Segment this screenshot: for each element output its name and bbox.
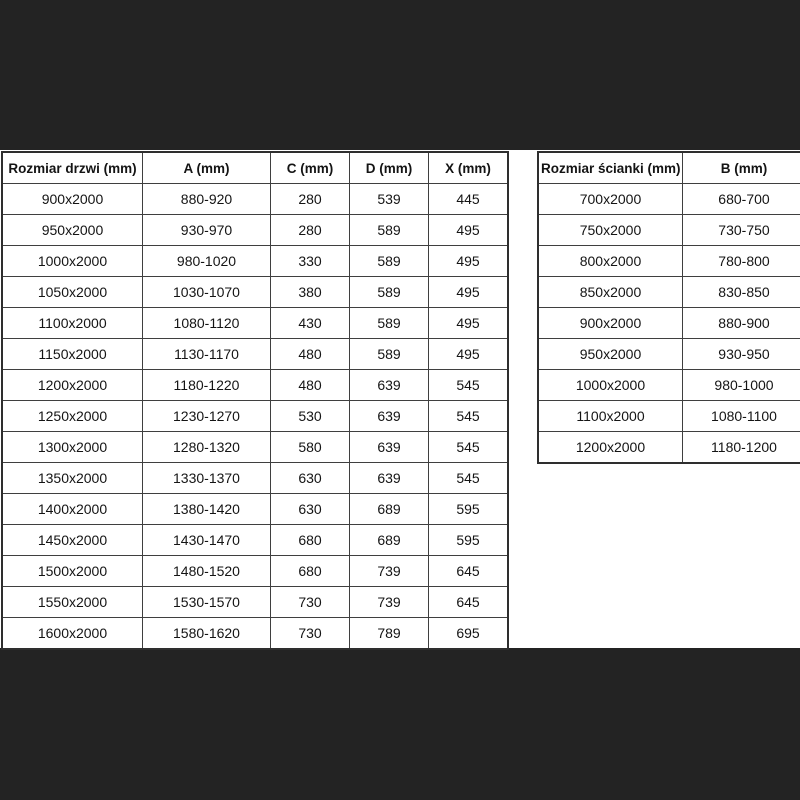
table-cell: 680 bbox=[271, 556, 350, 587]
table-cell: 645 bbox=[429, 587, 509, 618]
door-size-table bbox=[1, 151, 509, 650]
wall-size-table bbox=[537, 151, 800, 464]
column-header: D (mm) bbox=[350, 152, 429, 184]
table-cell: 980-1020 bbox=[143, 246, 271, 277]
table-cell: 589 bbox=[350, 339, 429, 370]
table-row bbox=[538, 184, 800, 215]
table-row bbox=[2, 339, 508, 370]
table-cell: 730 bbox=[271, 618, 350, 650]
table-row bbox=[2, 525, 508, 556]
table-cell: 1550x2000 bbox=[2, 587, 143, 618]
table-cell: 280 bbox=[271, 184, 350, 215]
table-cell: 1000x2000 bbox=[2, 246, 143, 277]
table-cell: 780-800 bbox=[683, 246, 800, 277]
table-cell: 1100x2000 bbox=[2, 308, 143, 339]
table-cell: 495 bbox=[429, 246, 509, 277]
table-cell: 689 bbox=[350, 525, 429, 556]
table-cell: 639 bbox=[350, 401, 429, 432]
table-cell: 800x2000 bbox=[538, 246, 683, 277]
table-cell: 1180-1220 bbox=[143, 370, 271, 401]
table-cell: 1080-1100 bbox=[683, 401, 800, 432]
table-row bbox=[2, 463, 508, 494]
table-cell: 980-1000 bbox=[683, 370, 800, 401]
table-cell: 1230-1270 bbox=[143, 401, 271, 432]
column-header: C (mm) bbox=[271, 152, 350, 184]
table-cell: 495 bbox=[429, 215, 509, 246]
table-cell: 1300x2000 bbox=[2, 432, 143, 463]
table-cell: 639 bbox=[350, 432, 429, 463]
table-cell: 950x2000 bbox=[538, 339, 683, 370]
table-cell: 750x2000 bbox=[538, 215, 683, 246]
table-row bbox=[2, 494, 508, 525]
content-panel bbox=[0, 150, 800, 648]
table-cell: 1580-1620 bbox=[143, 618, 271, 650]
table-cell: 445 bbox=[429, 184, 509, 215]
table-cell: 580 bbox=[271, 432, 350, 463]
table-cell: 330 bbox=[271, 246, 350, 277]
table-cell: 789 bbox=[350, 618, 429, 650]
table-cell: 695 bbox=[429, 618, 509, 650]
table-cell: 1100x2000 bbox=[538, 401, 683, 432]
table-row bbox=[538, 370, 800, 401]
wall-size-table-body bbox=[538, 184, 800, 464]
table-cell: 1500x2000 bbox=[2, 556, 143, 587]
table-cell: 639 bbox=[350, 463, 429, 494]
table-cell: 380 bbox=[271, 277, 350, 308]
table-row bbox=[538, 432, 800, 464]
column-header: Rozmiar drzwi (mm) bbox=[2, 152, 143, 184]
table-cell: 539 bbox=[350, 184, 429, 215]
table-cell: 480 bbox=[271, 370, 350, 401]
table-row bbox=[2, 215, 508, 246]
table-row bbox=[2, 587, 508, 618]
table-cell: 930-970 bbox=[143, 215, 271, 246]
table-cell: 1000x2000 bbox=[538, 370, 683, 401]
table-cell: 495 bbox=[429, 277, 509, 308]
table-cell: 589 bbox=[350, 308, 429, 339]
door-size-table-body bbox=[2, 184, 508, 650]
table-row bbox=[538, 277, 800, 308]
table-cell: 680 bbox=[271, 525, 350, 556]
table-row bbox=[538, 339, 800, 370]
table-cell: 1480-1520 bbox=[143, 556, 271, 587]
table-cell: 595 bbox=[429, 525, 509, 556]
table-row bbox=[538, 246, 800, 277]
table-cell: 1130-1170 bbox=[143, 339, 271, 370]
header-row bbox=[538, 152, 800, 184]
door-size-table-header bbox=[2, 152, 508, 184]
table-cell: 1030-1070 bbox=[143, 277, 271, 308]
column-header: A (mm) bbox=[143, 152, 271, 184]
table-cell: 1200x2000 bbox=[2, 370, 143, 401]
table-cell: 1430-1470 bbox=[143, 525, 271, 556]
table-cell: 1350x2000 bbox=[2, 463, 143, 494]
table-cell: 639 bbox=[350, 370, 429, 401]
table-cell: 630 bbox=[271, 494, 350, 525]
table-cell: 730 bbox=[271, 587, 350, 618]
table-cell: 900x2000 bbox=[538, 308, 683, 339]
table-cell: 545 bbox=[429, 370, 509, 401]
table-cell: 689 bbox=[350, 494, 429, 525]
table-row bbox=[538, 308, 800, 339]
table-row bbox=[2, 184, 508, 215]
table-cell: 739 bbox=[350, 556, 429, 587]
table-cell: 1530-1570 bbox=[143, 587, 271, 618]
table-cell: 1330-1370 bbox=[143, 463, 271, 494]
table-cell: 1080-1120 bbox=[143, 308, 271, 339]
table-row bbox=[538, 215, 800, 246]
table-cell: 1400x2000 bbox=[2, 494, 143, 525]
table-cell: 545 bbox=[429, 463, 509, 494]
table-cell: 589 bbox=[350, 215, 429, 246]
table-cell: 1200x2000 bbox=[538, 432, 683, 464]
table-cell: 1280-1320 bbox=[143, 432, 271, 463]
table-cell: 589 bbox=[350, 246, 429, 277]
table-cell: 1150x2000 bbox=[2, 339, 143, 370]
table-cell: 495 bbox=[429, 308, 509, 339]
table-row bbox=[2, 370, 508, 401]
table-row bbox=[2, 246, 508, 277]
table-cell: 1600x2000 bbox=[2, 618, 143, 650]
table-cell: 1380-1420 bbox=[143, 494, 271, 525]
table-cell: 1180-1200 bbox=[683, 432, 800, 464]
table-cell: 595 bbox=[429, 494, 509, 525]
column-header: X (mm) bbox=[429, 152, 509, 184]
table-cell: 545 bbox=[429, 432, 509, 463]
table-row bbox=[2, 277, 508, 308]
table-row bbox=[2, 401, 508, 432]
table-cell: 495 bbox=[429, 339, 509, 370]
table-cell: 850x2000 bbox=[538, 277, 683, 308]
table-cell: 700x2000 bbox=[538, 184, 683, 215]
table-cell: 739 bbox=[350, 587, 429, 618]
table-row bbox=[2, 618, 508, 650]
table-cell: 630 bbox=[271, 463, 350, 494]
table-cell: 280 bbox=[271, 215, 350, 246]
table-cell: 430 bbox=[271, 308, 350, 339]
table-cell: 589 bbox=[350, 277, 429, 308]
table-cell: 1050x2000 bbox=[2, 277, 143, 308]
table-cell: 1250x2000 bbox=[2, 401, 143, 432]
column-header: Rozmiar ścianki (mm) bbox=[538, 152, 683, 184]
table-cell: 645 bbox=[429, 556, 509, 587]
table-cell: 880-920 bbox=[143, 184, 271, 215]
table-cell: 950x2000 bbox=[2, 215, 143, 246]
table-row bbox=[2, 308, 508, 339]
table-cell: 1450x2000 bbox=[2, 525, 143, 556]
table-cell: 830-850 bbox=[683, 277, 800, 308]
table-cell: 900x2000 bbox=[2, 184, 143, 215]
table-cell: 480 bbox=[271, 339, 350, 370]
header-row bbox=[2, 152, 508, 184]
column-header: B (mm) bbox=[683, 152, 800, 184]
wall-size-table-header bbox=[538, 152, 800, 184]
table-cell: 880-900 bbox=[683, 308, 800, 339]
table-cell: 680-700 bbox=[683, 184, 800, 215]
table-cell: 530 bbox=[271, 401, 350, 432]
table-row bbox=[2, 432, 508, 463]
table-cell: 930-950 bbox=[683, 339, 800, 370]
table-row bbox=[2, 556, 508, 587]
table-row bbox=[538, 401, 800, 432]
table-cell: 730-750 bbox=[683, 215, 800, 246]
table-cell: 545 bbox=[429, 401, 509, 432]
